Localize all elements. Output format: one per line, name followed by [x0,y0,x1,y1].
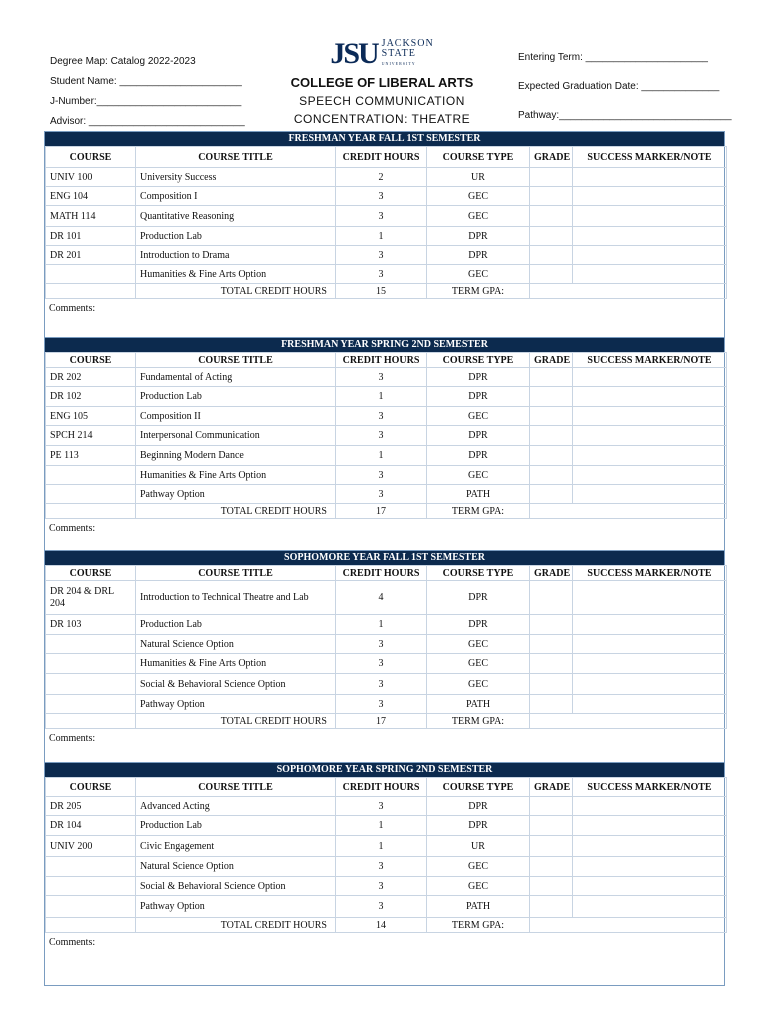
grade-cell[interactable] [530,896,573,918]
success-marker-cell[interactable] [573,896,727,918]
column-header-credit: CREDIT HOURS [336,778,427,797]
course-type: GEC [427,466,530,485]
course-code: DR 103 [46,615,136,635]
credit-hours: 2 [336,168,427,187]
semester-section [44,762,725,986]
comments-label: Comments: [49,937,96,948]
success-marker-cell[interactable] [573,387,727,407]
course-type: GEC [427,877,530,896]
credit-hours: 3 [336,485,427,504]
program-title: SPEECH COMMUNICATION [299,94,465,108]
course-type: GEC [427,265,530,284]
column-header-type: COURSE TYPE [427,778,530,797]
course-title: Pathway Option [136,896,336,918]
column-header-credit: CREDIT HOURS [336,353,427,368]
course-title: Civic Engagement [136,836,336,857]
success-marker-cell[interactable] [573,265,727,284]
course-type: UR [427,836,530,857]
term-gpa-label: TERM GPA: [427,284,530,299]
credit-hours: 4 [336,581,427,615]
course-code [46,485,136,504]
credit-hours: 3 [336,896,427,918]
logo-line-2: STATE [381,48,416,59]
totals-row [46,504,727,519]
table-row [46,635,727,654]
total-credit-label: TOTAL CREDIT HOURS [136,284,336,299]
success-marker-cell[interactable] [573,407,727,426]
credit-hours: 3 [336,857,427,877]
table-row [46,246,727,265]
semester-title: FRESHMAN YEAR FALL 1ST SEMESTER [45,132,724,146]
term-gpa-label: TERM GPA: [427,714,530,729]
success-marker-cell[interactable] [573,466,727,485]
credit-hours: 3 [336,466,427,485]
table-row [46,615,727,635]
comments-field[interactable] [45,519,724,551]
column-header-course: COURSE [46,147,136,168]
column-header-course: COURSE [46,353,136,368]
course-code: MATH 114 [46,206,136,227]
course-type: DPR [427,387,530,407]
course-type: GEC [427,674,530,695]
column-header-type: COURSE TYPE [427,566,530,581]
course-title: Production Lab [136,227,336,246]
grade-cell[interactable] [530,797,573,816]
term-gpa-label: TERM GPA: [427,918,530,933]
course-table [45,352,727,519]
course-title: Introduction to Drama [136,246,336,265]
course-type: GEC [427,654,530,674]
success-marker-cell[interactable] [573,187,727,206]
course-title: Pathway Option [136,485,336,504]
grade-cell[interactable] [530,407,573,426]
course-title: Natural Science Option [136,857,336,877]
course-code [46,265,136,284]
success-marker-cell[interactable] [573,836,727,857]
pathway-field[interactable]: Pathway:_______________________________ [518,110,732,121]
course-title: Introduction to Technical Theatre and Lab [136,581,336,615]
course-title: Natural Science Option [136,635,336,654]
table-row [46,426,727,446]
course-title: Humanities & Fine Arts Option [136,466,336,485]
credit-hours: 3 [336,674,427,695]
success-marker-cell[interactable] [573,206,727,227]
course-title: Interpersonal Communication [136,426,336,446]
course-code: ENG 105 [46,407,136,426]
advisor-field[interactable]: Advisor: ____________________________ [50,116,245,127]
column-header-grade: GRADE [530,147,573,168]
column-header-title: COURSE TITLE [136,147,336,168]
table-row [46,654,727,674]
course-code: DR 201 [46,246,136,265]
grade-cell[interactable] [530,485,573,504]
credit-hours: 3 [336,265,427,284]
column-header-grade: GRADE [530,566,573,581]
totals-row [46,918,727,933]
credit-hours: 3 [336,695,427,714]
table-header-row [46,147,727,168]
course-type: DPR [427,426,530,446]
course-type: GEC [427,407,530,426]
course-type: PATH [427,485,530,504]
semester-title: SOPHOMORE YEAR FALL 1ST SEMESTER [45,551,724,565]
course-type: PATH [427,896,530,918]
credit-hours: 1 [336,615,427,635]
grade-cell[interactable] [530,227,573,246]
grade-cell[interactable] [530,265,573,284]
course-type: DPR [427,446,530,466]
success-marker-cell[interactable] [573,654,727,674]
table-row [46,857,727,877]
student-info [50,52,245,132]
grade-cell[interactable] [530,877,573,896]
course-code: SPCH 214 [46,426,136,446]
course-type: DPR [427,615,530,635]
course-table [45,565,727,729]
column-header-type: COURSE TYPE [427,147,530,168]
success-marker-cell[interactable] [573,485,727,504]
course-title: Humanities & Fine Arts Option [136,654,336,674]
course-title: Pathway Option [136,695,336,714]
success-marker-cell[interactable] [573,615,727,635]
grade-cell[interactable] [530,246,573,265]
table-row [46,797,727,816]
success-marker-cell[interactable] [573,695,727,714]
course-type: DPR [427,246,530,265]
semester-section [44,131,725,348]
table-header-row [46,778,727,797]
grade-cell[interactable] [530,635,573,654]
grade-cell[interactable] [530,368,573,387]
success-marker-cell[interactable] [573,857,727,877]
course-code: DR 204 & DRL 204 [46,581,136,615]
course-title: Quantitative Reasoning [136,206,336,227]
column-header-grade: GRADE [530,353,573,368]
table-row [46,407,727,426]
success-marker-cell[interactable] [573,635,727,654]
column-header-credit: CREDIT HOURS [336,147,427,168]
totals-row [46,284,727,299]
table-row [46,387,727,407]
credit-hours: 1 [336,816,427,836]
course-code: DR 205 [46,797,136,816]
totals-row [46,714,727,729]
jsu-logo [262,36,502,72]
success-marker-cell[interactable] [573,877,727,896]
grade-cell[interactable] [530,674,573,695]
course-code [46,674,136,695]
course-type: GEC [427,187,530,206]
credit-hours: 3 [336,797,427,816]
table-row [46,836,727,857]
table-row [46,265,727,284]
total-credit-label: TOTAL CREDIT HOURS [136,918,336,933]
totals-empty-cell [46,918,136,933]
student-name-field[interactable]: Student Name: ______________________ [50,76,242,87]
title-block [262,36,502,128]
term-gpa-field[interactable] [530,284,727,299]
grade-cell[interactable] [530,695,573,714]
success-marker-cell[interactable] [573,246,727,265]
term-gpa-field[interactable] [530,714,727,729]
course-code [46,695,136,714]
success-marker-cell[interactable] [573,816,727,836]
column-header-course: COURSE [46,566,136,581]
total-credit-value: 17 [336,504,427,519]
total-credit-label: TOTAL CREDIT HOURS [136,714,336,729]
catalog-label: Degree Map: Catalog 2022-2023 [50,56,196,67]
credit-hours: 3 [336,246,427,265]
course-type: PATH [427,695,530,714]
course-type: GEC [427,206,530,227]
grade-cell[interactable] [530,816,573,836]
table-row [46,187,727,206]
course-code: DR 101 [46,227,136,246]
term-gpa-field[interactable] [530,504,727,519]
success-marker-cell[interactable] [573,446,727,466]
column-header-title: COURSE TITLE [136,778,336,797]
course-title: Beginning Modern Dance [136,446,336,466]
course-title: Social & Behavioral Science Option [136,674,336,695]
grade-cell[interactable] [530,654,573,674]
table-row [46,368,727,387]
column-header-credit: CREDIT HOURS [336,566,427,581]
course-code: UNIV 100 [46,168,136,187]
course-type: DPR [427,581,530,615]
course-code: DR 104 [46,816,136,836]
course-type: DPR [427,816,530,836]
success-marker-cell[interactable] [573,674,727,695]
totals-empty-cell [46,284,136,299]
table-row [46,877,727,896]
course-code: ENG 104 [46,187,136,206]
semester-title: FRESHMAN YEAR SPRING 2ND SEMESTER [45,338,724,352]
grade-cell[interactable] [530,387,573,407]
course-type: UR [427,168,530,187]
grade-cell[interactable] [530,581,573,615]
totals-empty-cell [46,504,136,519]
column-header-marker: SUCCESS MARKER/NOTE [573,778,727,797]
column-header-title: COURSE TITLE [136,353,336,368]
grade-cell[interactable] [530,615,573,635]
column-header-title: COURSE TITLE [136,566,336,581]
success-marker-cell[interactable] [573,168,727,187]
course-type: GEC [427,635,530,654]
totals-empty-cell [46,714,136,729]
table-row [46,896,727,918]
logo-line-3: UNIVERSITY [381,61,416,66]
course-code [46,654,136,674]
table-header-row [46,566,727,581]
total-credit-label: TOTAL CREDIT HOURS [136,504,336,519]
table-row [46,674,727,695]
table-row [46,816,727,836]
entering-term-field[interactable]: Entering Term: ______________________ [518,52,708,63]
table-row [46,206,727,227]
success-marker-cell[interactable] [573,426,727,446]
course-code: DR 102 [46,387,136,407]
column-header-marker: SUCCESS MARKER/NOTE [573,147,727,168]
credit-hours: 1 [336,387,427,407]
course-type: GEC [427,857,530,877]
credit-hours: 1 [336,446,427,466]
table-row [46,168,727,187]
credit-hours: 1 [336,836,427,857]
course-code [46,896,136,918]
semester-section [44,550,725,776]
course-code: DR 202 [46,368,136,387]
column-header-grade: GRADE [530,778,573,797]
term-gpa-field[interactable] [530,918,727,933]
grade-cell[interactable] [530,426,573,446]
course-title: Fundamental of Acting [136,368,336,387]
course-title: Social & Behavioral Science Option [136,877,336,896]
course-table [45,146,727,299]
column-header-course: COURSE [46,778,136,797]
total-credit-value: 14 [336,918,427,933]
credit-hours: 3 [336,635,427,654]
grade-cell[interactable] [530,446,573,466]
course-type: DPR [427,227,530,246]
course-code [46,635,136,654]
course-type: DPR [427,368,530,387]
table-row [46,581,727,615]
grade-cell[interactable] [530,187,573,206]
course-title: Composition I [136,187,336,206]
comments-field[interactable] [45,933,724,985]
grade-cell[interactable] [530,466,573,485]
logo-line-1: JACKSON [381,38,434,49]
course-table [45,777,727,933]
course-type: DPR [427,797,530,816]
column-header-marker: SUCCESS MARKER/NOTE [573,353,727,368]
grade-cell[interactable] [530,206,573,227]
credit-hours: 3 [336,187,427,206]
course-code [46,466,136,485]
table-row [46,466,727,485]
course-code [46,877,136,896]
course-code: UNIV 200 [46,836,136,857]
semester-section [44,337,725,552]
course-title: University Success [136,168,336,187]
total-credit-value: 17 [336,714,427,729]
course-code [46,857,136,877]
total-credit-value: 15 [336,284,427,299]
table-header-row [46,353,727,368]
logo-wordmark [382,39,434,69]
semester-title: SOPHOMORE YEAR SPRING 2ND SEMESTER [45,763,724,777]
logo-mark: JSU [330,37,378,70]
j-number-field[interactable]: J-Number:__________________________ [50,96,242,107]
comments-label: Comments: [49,303,96,314]
column-header-type: COURSE TYPE [427,353,530,368]
course-title: Production Lab [136,615,336,635]
course-title: Advanced Acting [136,797,336,816]
success-marker-cell[interactable] [573,581,727,615]
college-title: COLLEGE OF LIBERAL ARTS [290,75,474,90]
course-title: Production Lab [136,816,336,836]
grade-cell[interactable] [530,168,573,187]
comments-label: Comments: [49,523,96,534]
course-code: PE 113 [46,446,136,466]
term-gpa-label: TERM GPA: [427,504,530,519]
credit-hours: 3 [336,654,427,674]
grade-cell[interactable] [530,836,573,857]
credit-hours: 3 [336,877,427,896]
table-row [46,446,727,466]
course-title: Composition II [136,407,336,426]
course-title: Production Lab [136,387,336,407]
credit-hours: 3 [336,407,427,426]
table-row [46,227,727,246]
table-row [46,695,727,714]
course-title: Humanities & Fine Arts Option [136,265,336,284]
success-marker-cell[interactable] [573,797,727,816]
credit-hours: 1 [336,227,427,246]
concentration-title: CONCENTRATION: THEATRE [293,112,471,126]
credit-hours: 3 [336,206,427,227]
expected-graduation-field[interactable]: Expected Graduation Date: ______________ [518,81,720,92]
credit-hours: 3 [336,368,427,387]
table-row [46,485,727,504]
comments-label: Comments: [49,733,96,744]
credit-hours: 3 [336,426,427,446]
success-marker-cell[interactable] [573,227,727,246]
success-marker-cell[interactable] [573,368,727,387]
grade-cell[interactable] [530,857,573,877]
column-header-marker: SUCCESS MARKER/NOTE [573,566,727,581]
